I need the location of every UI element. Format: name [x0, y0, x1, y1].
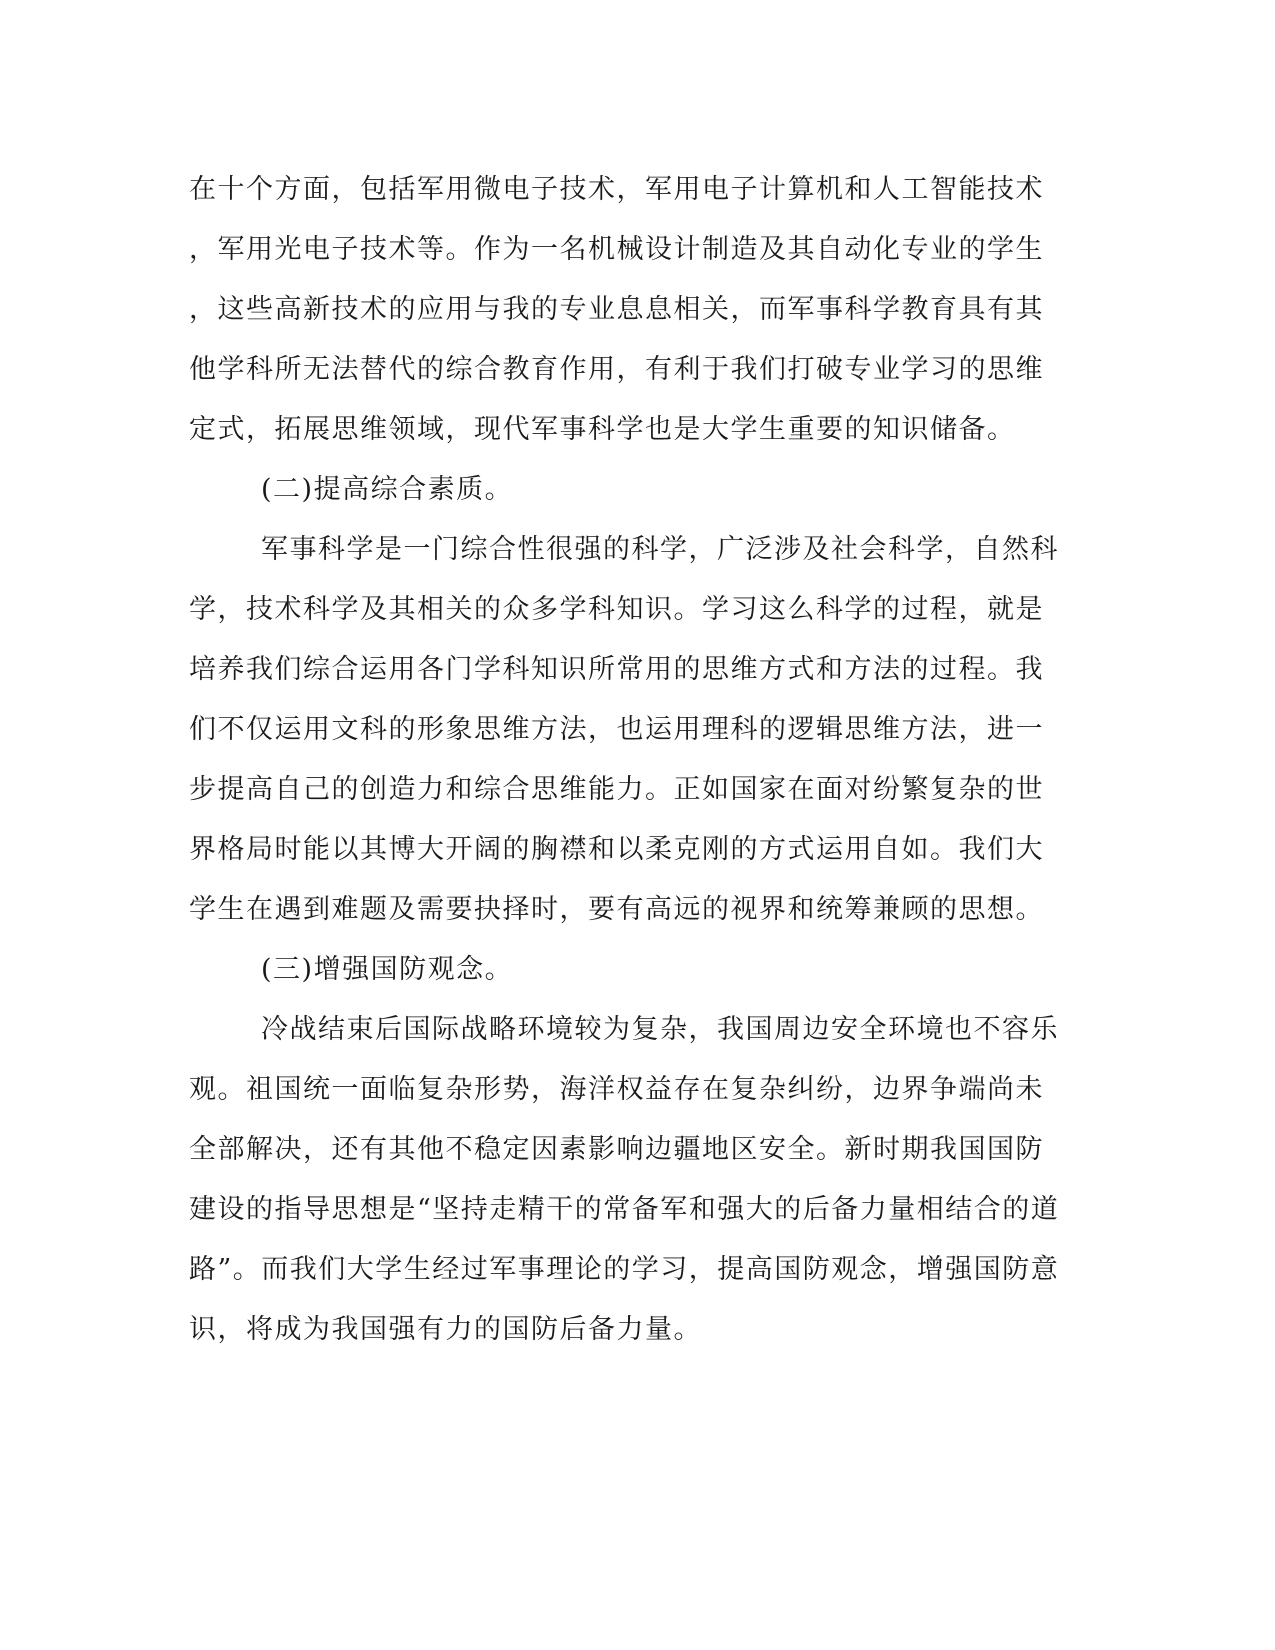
text-line: 观。祖国统一面临复杂形势，海洋权益存在复杂纠纷，边界争端尚未: [189, 1074, 1044, 1105]
text-line: 界格局时能以其博大开阔的胸襟和以柔克刚的方式运用自如。我们大: [189, 834, 1044, 865]
text-line: 他学科所无法替代的综合教育作用，有利于我们打破专业学习的思维: [189, 354, 1044, 385]
text-line: 路”。而我们大学生经过军事理论的学习，提高国防观念，增强国防意: [189, 1254, 1060, 1285]
text-line: ，这些高新技术的应用与我的专业息息相关，而军事科学教育具有其: [189, 294, 1044, 325]
text-line: 定式，拓展思维领域，现代军事科学也是大学生重要的知识储备。: [189, 414, 1016, 445]
text-line: 军事科学是一门综合性很强的科学，广泛涉及社会科学，自然科: [261, 534, 1059, 565]
text-line: 学，技术科学及其相关的众多学科知识。学习这么科学的过程，就是: [189, 594, 1044, 625]
text-line: 们不仅运用文科的形象思维方法，也运用理科的逻辑思维方法，进一: [189, 714, 1044, 745]
text-line: ，军用光电子技术等。作为一名机械设计制造及其自动化专业的学生: [189, 234, 1044, 265]
text-line: 全部解决，还有其他不稳定因素影响边疆地区安全。新时期我国国防: [189, 1134, 1044, 1165]
body-text: [189, 160, 1069, 1360]
text-line: 在十个方面，包括军用微电子技术，军用电子计算机和人工智能技术: [189, 174, 1044, 205]
text-line: 学生在遇到难题及需要抉择时，要有高远的视界和统筹兼顾的思想。: [189, 894, 1044, 925]
section-heading: (三)增强国防观念。: [261, 954, 514, 985]
text-line: 培养我们综合运用各门学科知识所常用的思维方式和方法的过程。我: [189, 654, 1044, 685]
text-line: 识，将成为我国强有力的国防后备力量。: [189, 1314, 702, 1345]
text-line: 建设的指导思想是“坚持走精干的常备军和强大的后备力量相结合的道: [189, 1194, 1060, 1225]
section-heading: (二)提高综合素质。: [261, 474, 514, 505]
text-line: 冷战结束后国际战略环境较为复杂，我国周边安全环境也不容乐: [261, 1014, 1059, 1045]
text-line: 步提高自己的创造力和综合思维能力。正如国家在面对纷繁复杂的世: [189, 774, 1044, 805]
